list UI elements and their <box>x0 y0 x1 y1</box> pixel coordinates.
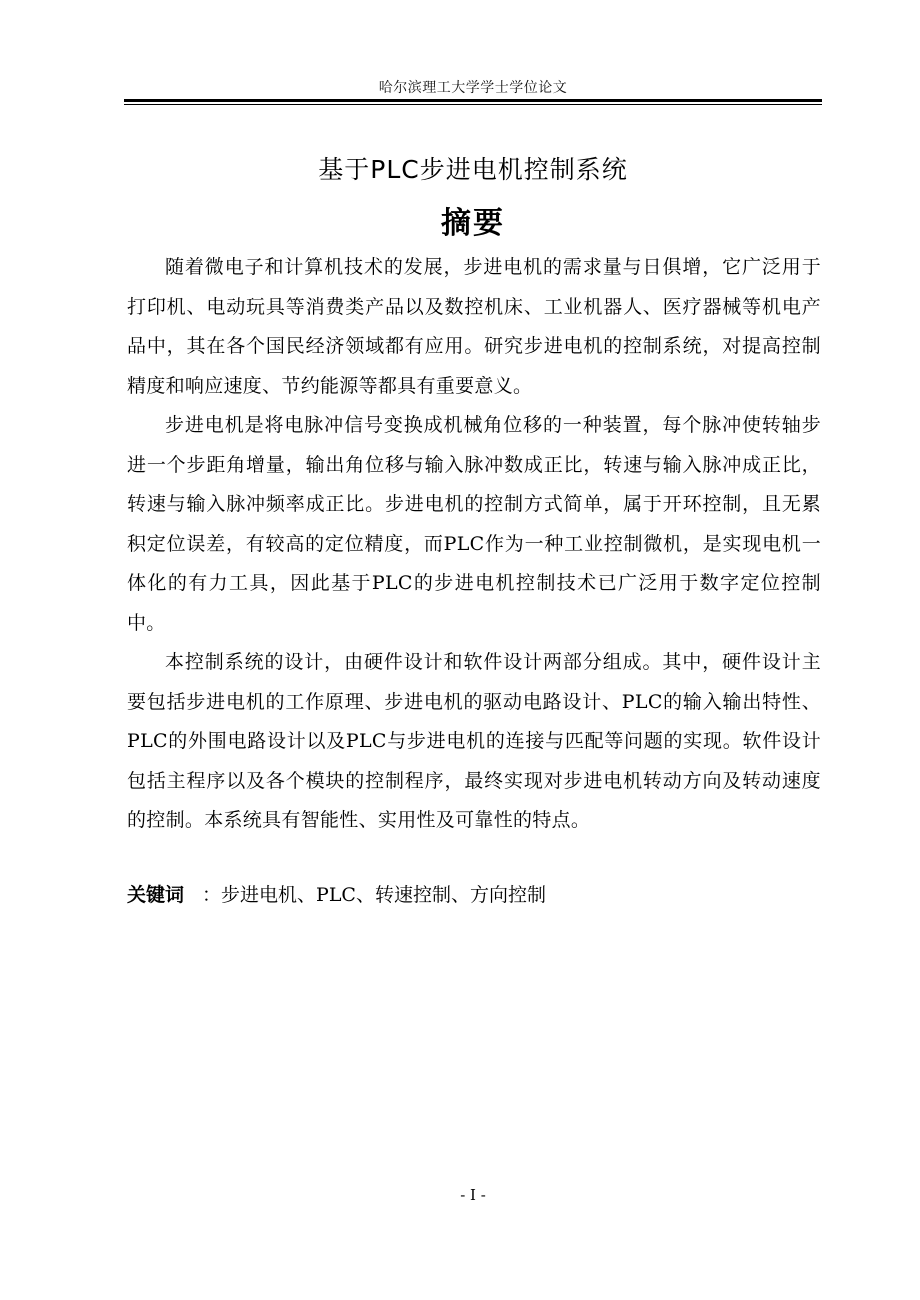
document-title: 基于PLC步进电机控制系统 <box>318 155 628 184</box>
keywords-separator: ： <box>202 884 222 906</box>
header-rule-thin <box>124 104 822 105</box>
abstract-paragraph-3: 本控制系统的设计，由硬件设计和软件设计两部分组成。其中，硬件设计主要包括步进电机的工作原理、步进电机的驱动电路设计、PLC的输入输出特性、PLC的外围电路设计以及PLC与步进电机的连接与匹配等问题的实现。软件设计包括主程序以及各个模块的控制程序，最终实现对步进电机转动方向及转动速度的控制。本系统具有智能性、实用性及可靠性的特点。 <box>127 651 821 831</box>
keywords-line <box>127 876 821 915</box>
abstract-body <box>127 248 821 841</box>
keywords-label: 关键词 <box>127 884 185 906</box>
abstract-paragraph-1: 随着微电子和计算机技术的发展，步进电机的需求量与日俱增，它广泛用于打印机、电动玩具等消费类产品以及数控机床、工业机器人、医疗器械等机电产品中，其在各个国民经济领域都有应用。研究步进电机的控制系统，对提高控制精度和响应速度、节约能源等都具有重要意义。 <box>127 256 821 397</box>
keywords-text: 步进电机、PLC、转速控制、方向控制 <box>221 884 546 906</box>
header-rule-thick <box>124 99 822 102</box>
running-header: 哈尔滨理工大学学士学位论文 <box>378 80 568 96</box>
page-number: - I - <box>460 1186 486 1204</box>
abstract-paragraph-2: 步进电机是将电脉冲信号变换成机械角位移的一种装置，每个脉冲使转轴步进一个步距角增量，输出角位移与输入脉冲数成正比，转速与输入脉冲成正比，转速与输入脉冲频率成正比。步进电机的控制方式简单，属于开环控制，且无累积定位误差，有较高的定位精度，而PLC作为一种工业控制微机，是实现电机一体化的有力工具，因此基于PLC的步进电机控制技术已广泛用于数字定位控制中。 <box>127 414 821 634</box>
abstract-heading: 摘要 <box>441 206 505 241</box>
